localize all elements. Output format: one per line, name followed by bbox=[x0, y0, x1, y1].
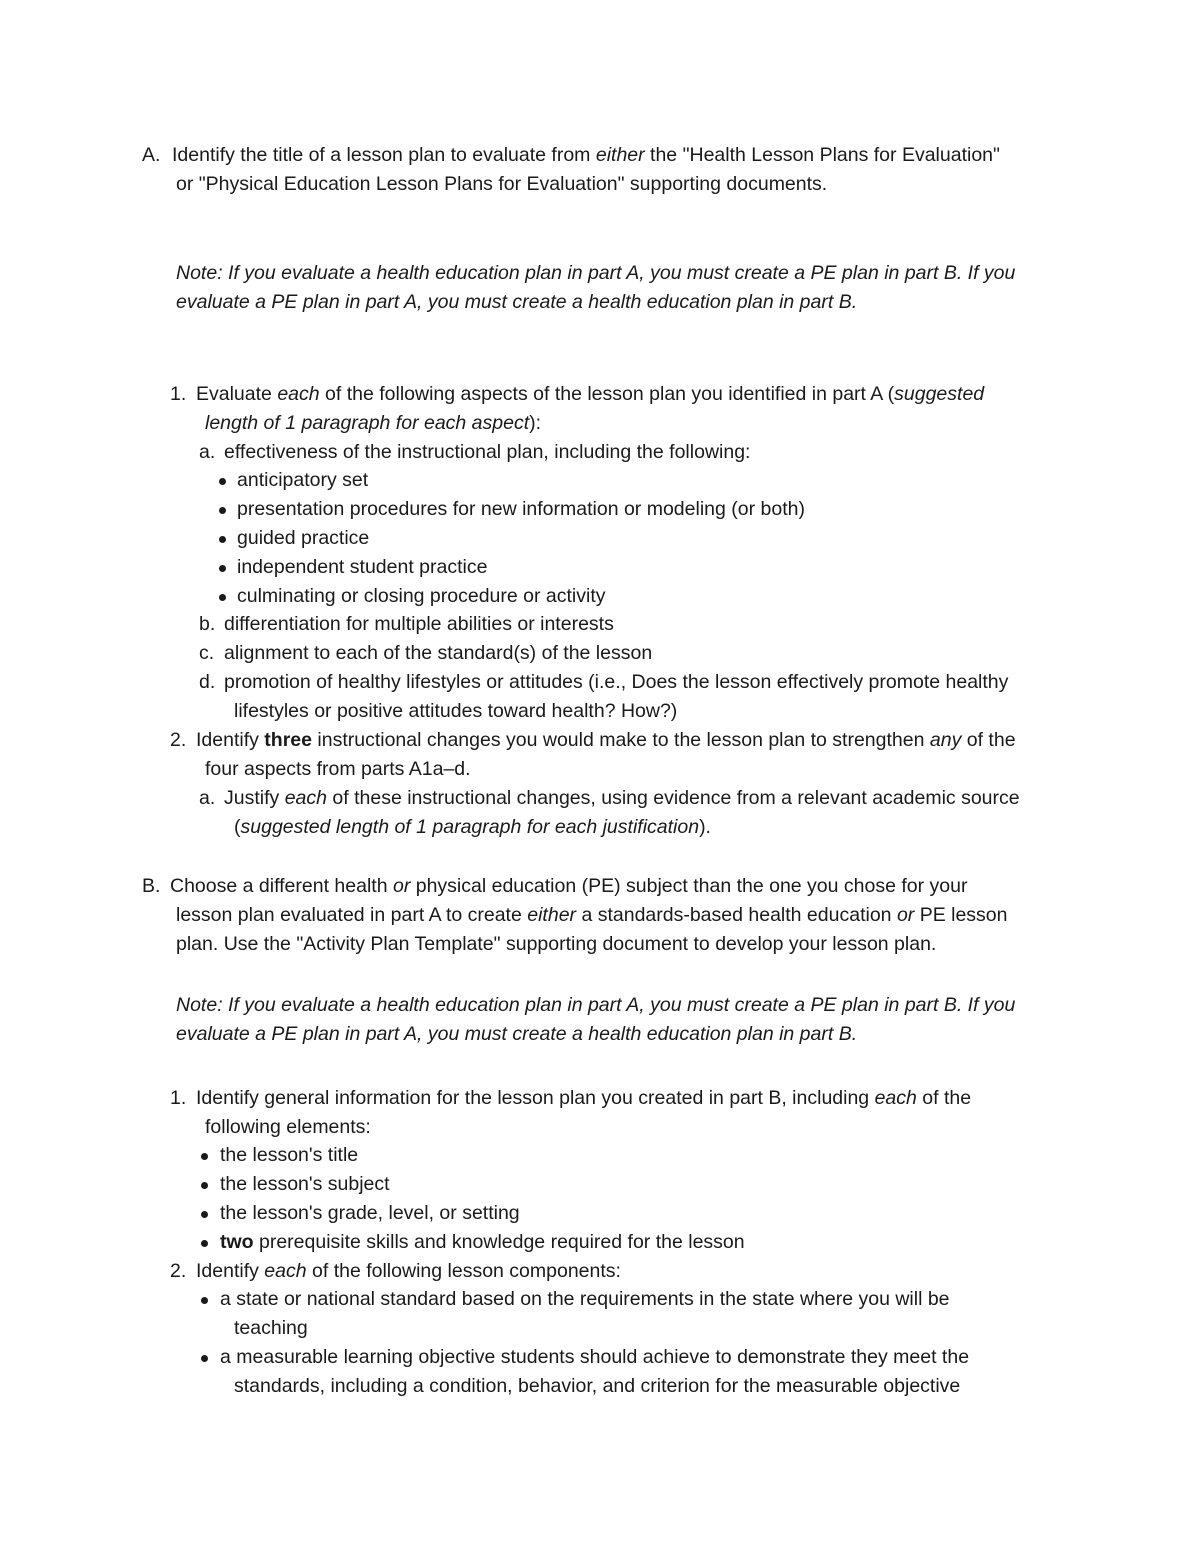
section-a-intro-line-1: Identify the title of a lesson plan to evaluate from either the "Health Lesson Plans for Evaluation" bbox=[172, 144, 1000, 166]
b-item-2-line-1: Identify each of the following lesson components: bbox=[196, 1260, 621, 1282]
a-item-2-line-2: four aspects from parts A1a–d. bbox=[205, 758, 471, 780]
section-a-marker: A. bbox=[142, 144, 161, 166]
a-1-c-marker: c. bbox=[199, 642, 215, 664]
a-item-1-line-2: length of 1 paragraph for each aspect): bbox=[205, 412, 542, 434]
section-a-note-line-2: evaluate a PE plan in part A, you must create a health education plan in part B. bbox=[176, 291, 858, 313]
b-item-1-line-2: following elements: bbox=[205, 1116, 371, 1138]
a-1-c-text: alignment to each of the standard(s) of the lesson bbox=[224, 642, 653, 664]
section-b-marker: B. bbox=[142, 875, 161, 897]
a-item-1-line-1: Evaluate each of the following aspects of the lesson plan you identified in part A (suggested bbox=[196, 383, 985, 405]
bullet-icon bbox=[201, 1297, 208, 1304]
section-b-intro-line-1: Choose a different health or physical education (PE) subject than the one you chose for your bbox=[170, 875, 968, 897]
b-1-bullet-1: the lesson's title bbox=[220, 1144, 359, 1166]
b-2-bullet-1-line-2: teaching bbox=[234, 1317, 308, 1339]
b-2-bullet-2-line-1: a measurable learning objective students should achieve to demonstrate they meet the bbox=[220, 1346, 970, 1368]
a-2-a-line-1: Justify each of these instructional changes, using evidence from a relevant academic source bbox=[224, 787, 1020, 809]
section-b-note-line-1: Note: If you evaluate a health education plan in part A, you must create a PE plan in part B. If you bbox=[176, 994, 1016, 1016]
bullet-icon bbox=[201, 1240, 208, 1247]
a-1-b-marker: b. bbox=[199, 613, 216, 635]
bullet-icon bbox=[219, 507, 226, 514]
section-b-intro-line-2: lesson plan evaluated in part A to create either a standards-based health education or PE lesson bbox=[176, 904, 1008, 926]
bullet-icon bbox=[201, 1355, 208, 1362]
a-1-a-text: effectiveness of the instructional plan, including the following: bbox=[224, 441, 751, 463]
a-1-d-line-2: lifestyles or positive attitudes toward health? How?) bbox=[234, 700, 678, 722]
a-2-a-marker: a. bbox=[199, 787, 216, 809]
bullet-icon bbox=[219, 536, 226, 543]
a-item-2-marker: 2. bbox=[170, 729, 187, 751]
a-2-a-line-2: (suggested length of 1 paragraph for each justification). bbox=[234, 816, 711, 838]
a-1-d-line-1: promotion of healthy lifestyles or attitudes (i.e., Does the lesson effectively promote healthy bbox=[224, 671, 1009, 693]
a-item-1-marker: 1. bbox=[170, 383, 187, 405]
bullet-icon bbox=[201, 1211, 208, 1218]
bullet-icon bbox=[219, 594, 226, 601]
bullet-icon bbox=[219, 478, 226, 485]
a-1-b-text: differentiation for multiple abilities or interests bbox=[224, 613, 614, 635]
a-1-a-bullet-3: guided practice bbox=[237, 527, 370, 549]
bullet-icon bbox=[201, 1153, 208, 1160]
section-b-intro-line-3: plan. Use the "Activity Plan Template" supporting document to develop your lesson plan. bbox=[176, 933, 937, 955]
section-b-note-line-2: evaluate a PE plan in part A, you must create a health education plan in part B. bbox=[176, 1023, 858, 1045]
section-a-note-line-1: Note: If you evaluate a health education plan in part A, you must create a PE plan in part B. If you bbox=[176, 262, 1016, 284]
a-1-a-bullet-1: anticipatory set bbox=[237, 469, 369, 491]
a-item-2-line-1: Identify three instructional changes you would make to the lesson plan to strengthen any of the bbox=[196, 729, 1016, 751]
b-2-bullet-1-line-1: a state or national standard based on the requirements in the state where you will be bbox=[220, 1288, 950, 1310]
a-1-a-bullet-4: independent student practice bbox=[237, 556, 488, 578]
bullet-icon bbox=[219, 565, 226, 572]
b-item-2-marker: 2. bbox=[170, 1260, 187, 1282]
b-1-bullet-4: two prerequisite skills and knowledge required for the lesson bbox=[220, 1231, 745, 1253]
a-1-a-bullet-2: presentation procedures for new information or modeling (or both) bbox=[237, 498, 805, 520]
b-item-1-marker: 1. bbox=[170, 1087, 187, 1109]
b-1-bullet-3: the lesson's grade, level, or setting bbox=[220, 1202, 520, 1224]
a-1-a-bullet-5: culminating or closing procedure or activity bbox=[237, 585, 606, 607]
a-1-a-marker: a. bbox=[199, 441, 216, 463]
section-a-intro-line-2: or "Physical Education Lesson Plans for Evaluation" supporting documents. bbox=[176, 173, 828, 195]
bullet-icon bbox=[201, 1182, 208, 1189]
b-1-bullet-2: the lesson's subject bbox=[220, 1173, 390, 1195]
b-item-1-line-1: Identify general information for the lesson plan you created in part B, including each of the bbox=[196, 1087, 972, 1109]
b-2-bullet-2-line-2: standards, including a condition, behavior, and criterion for the measurable objective bbox=[234, 1375, 961, 1397]
a-1-d-marker: d. bbox=[199, 671, 216, 693]
